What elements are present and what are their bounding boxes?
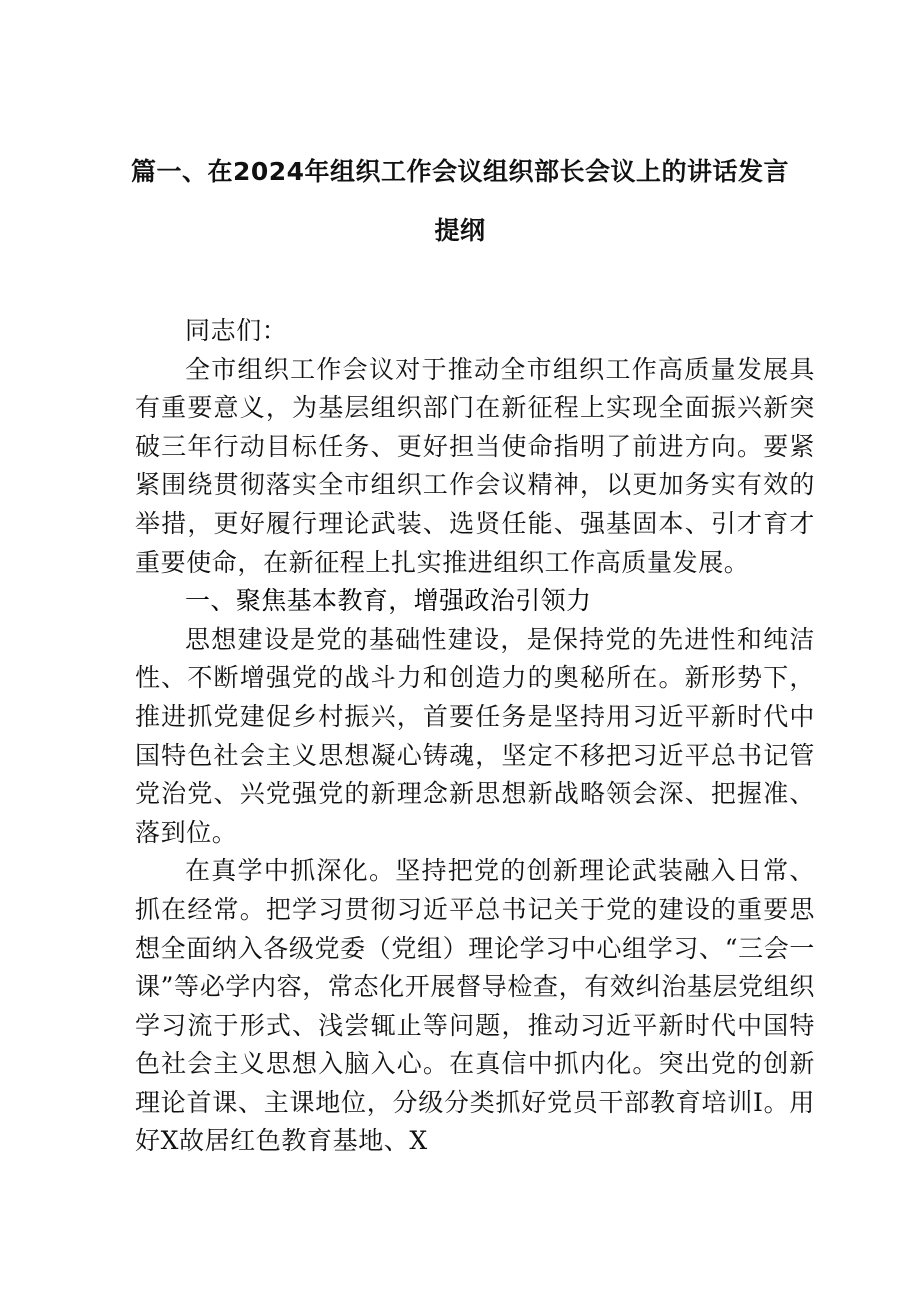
section1-paragraph-1: 思想建设是党的基础性建设，是保持党的先进性和纯洁性、不断增强党的战斗力和创造力的奥秘所在。新形势下，推进抓党建促乡村振兴，首要任务是坚持用习近平新时代中国特色社会主义思想凝心铸魂，坚定不移把习近平总书记管党治党、兴党强党的新理念新思想新战略领会深、把握准、落到位。 xyxy=(135,624,815,847)
section1-paragraph-2: 在真学中抓深化。坚持把党的创新理论武装融入日常、抓在经常。把学习贯彻习近平总书记关于党的建设的重要思想全面纳入各级党委（党组）理论学习中心组学习、“三会一课”等必学内容，常态化开展督导检查，有效纠治基层党组织学习流于形式、浅尝辄止等问题，推动习近平新时代中国特色社会主义思想入脑入心。在真信中抓内化。突出党的创新理论首课、主课地位，分级分类抓好党员干部教育培训I。用好X故居红色教育基地、X xyxy=(135,856,815,1156)
document-title-line-1: 篇一、在2024年组织工作会议组织部长会议上的讲话发言 xyxy=(130,157,790,186)
section-heading-1: 一、聚焦基本教育，增强政治引领力 xyxy=(185,586,592,616)
document-title-line-2: 提纲 xyxy=(434,216,486,245)
greeting: 同志们： xyxy=(185,316,288,345)
document-body xyxy=(135,312,815,1161)
intro-paragraph: 全市组织工作会议对于推动全市组织工作高质量发展具有重要意义，为基层组织部门在新征程上实现全面振兴新突破三年行动目标任务、更好担当使命指明了前进方向。要紧紧围绕贯彻落实全市组织工作会议精神，以更加务实有效的举措，更好履行理论武装、选贤任能、强基固本、引才育才重要使命，在新征程上扎实推进组织工作高质量发展。 xyxy=(135,354,815,577)
